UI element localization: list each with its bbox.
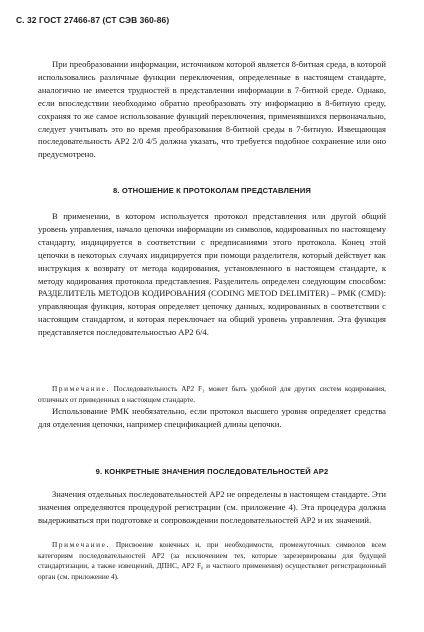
paragraph-conversion: При преобразовании информации, источником которой является 8-битная среда, в которой использовались различные функции переключения, определенные в настоящем стандарте, аналогично не имеется трудностей в представлении информации в 7-битной среде. Однако, если впоследствии необходимо обратно преобразовать эту информацию в 8-битную среду, сохраняя то же самое использование функций переключения, применявшихся первоначально, следует учитывать это во время преобразования 8-битной среды в 7-битную. Извещающая последовательность АР2 2/0 4/5 должна указать, что требуется подобное сохранение или оно предусмотрено. xyxy=(38,59,386,160)
paragraph-cmd-usage: Использование РМК необязательно, если протокол высшего уровня определяет средства для отделения цепочки, например спецификацией длины цепочки. xyxy=(38,406,386,429)
section-heading-8: 8. ОТНОШЕНИЕ К ПРОТОКОЛАМ ПРЕДСТАВЛЕНИЯ xyxy=(112,186,312,195)
note-1-label: Примечание. xyxy=(52,384,110,393)
note-1-text: Последовательность АР2 F₁ может быть удобной для других систем кодирования, отличных от приведенных в настоящем стандарте. xyxy=(38,384,386,404)
paragraph-protocol: В применении, в котором используется протокол представления или другой общий уровень управления, начало цепочки информации из символов, кодированных по настоящему стандарту, индицируется в соответствии с предписаниями этого протокола. Конец этой цепочки в некоторых случаях индицируется при помощи разделителя, который действует как инструкция к возврату от метода кодирования, установленного в настоящем стандарте, к методу кодирования протокола представления. Разделитель определен следующим способом: РАЗДЕЛИТЕЛЬ МЕТОДОВ КОДИРОВАНИЯ (CODING METOD DELIMITER) – РМК (CMD): управляющая функция, которая определяет цепочку данных, кодированных в соответствии с настоящим стандартом, и которая переключает на общий уровень управления. Эта функция представляется последовательностью АР2 6/4. xyxy=(38,211,386,338)
section-heading-9: 9. КОНКРЕТНЫЕ ЗНАЧЕНИЯ ПОСЛЕДОВАТЕЛЬНОСТЕЙ АР2 xyxy=(95,467,329,476)
note-2-text: Присвоение конечных и, при необходимости, промежуточных символов всем категориям последовательностей АР2 (за исключением тех, которые зарезервированы для будущей стандартизации, а также извещений, ДПНС, АР2 F₀ и частного применения) осуществляет регистрационный орган (см. приложение 4). xyxy=(38,540,386,581)
note-2-label: Примечание. xyxy=(52,540,110,549)
note-1 xyxy=(38,384,386,405)
note-2 xyxy=(38,540,386,582)
paragraph-values: Значения отдельных последовательностей АР2 не определены в настоящем стандарте. Эти значения определяются процедурой регистрации (см. приложение 4). Эта процедура должна выдерживаться при подготовке и сопровождении последовательностей АР2 и их значений. xyxy=(38,489,386,525)
page-header: С. 32 ГОСТ 27466-87 (СТ СЭВ 360-86) xyxy=(16,15,170,25)
